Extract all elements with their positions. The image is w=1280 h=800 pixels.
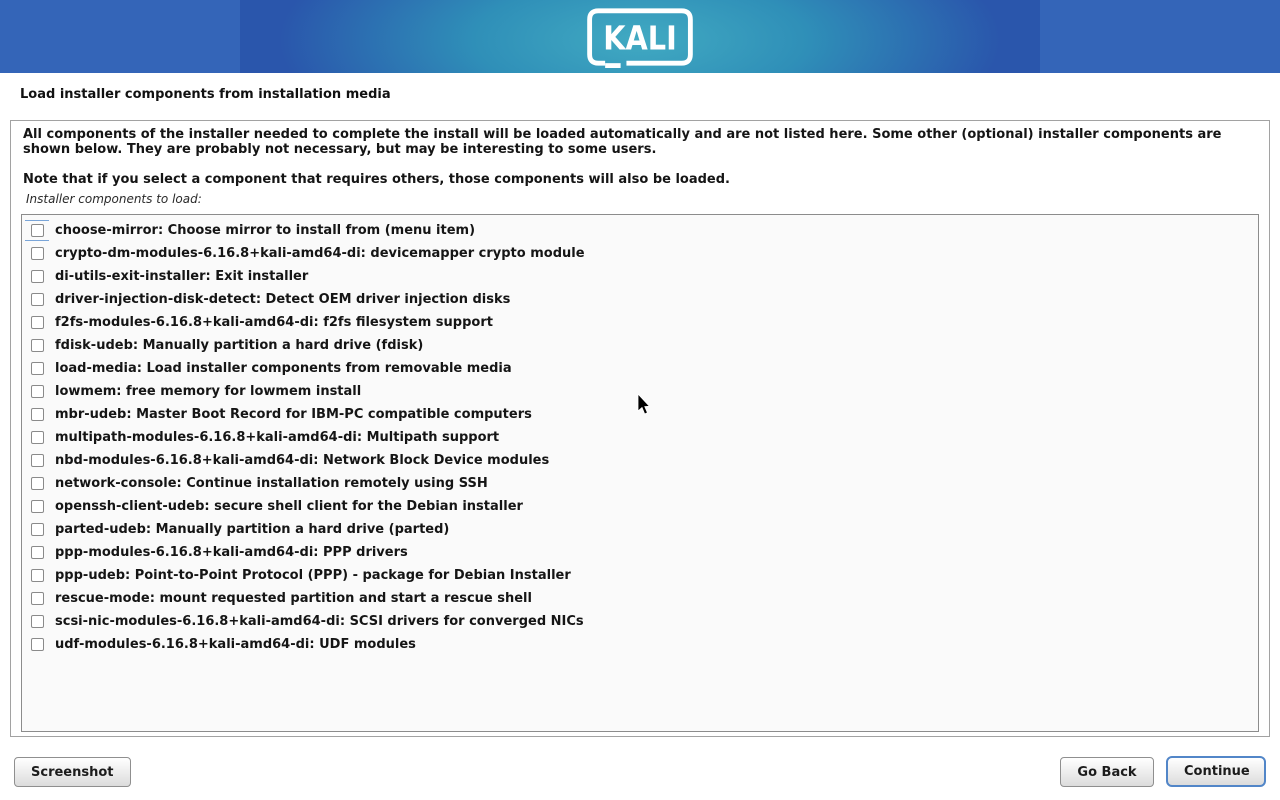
- component-checkbox[interactable]: [31, 247, 44, 260]
- component-row[interactable]: [22, 403, 1258, 426]
- intro-text: All components of the installer needed to complete the install will be loaded automatically and are not listed here. Some other (optional) installer components are shown below. They are probably not necessary, but may be interesting to some users.: [23, 127, 1222, 157]
- component-label: load-media: Load installer components from removable media: [55, 361, 512, 376]
- component-list: [21, 214, 1259, 732]
- component-label: mbr-udeb: Master Boot Record for IBM-PC compatible computers: [55, 407, 532, 422]
- component-row[interactable]: [22, 357, 1258, 380]
- checkbox-cell: [25, 565, 49, 586]
- component-row[interactable]: [22, 472, 1258, 495]
- checkbox-cell: [25, 289, 49, 310]
- checkbox-cell: [25, 266, 49, 287]
- component-label: nbd-modules-6.16.8+kali-amd64-di: Network Block Device modules: [55, 453, 550, 468]
- checkbox-cell: [25, 243, 49, 264]
- component-checkbox[interactable]: [31, 523, 44, 536]
- component-checkbox[interactable]: [31, 362, 44, 375]
- screenshot-button[interactable]: Screenshot: [14, 757, 131, 787]
- banner-right-fill: [1040, 0, 1280, 73]
- checkbox-cell: [25, 634, 49, 655]
- checkbox-cell: [25, 473, 49, 494]
- checkbox-cell: [25, 519, 49, 540]
- component-checkbox[interactable]: [31, 615, 44, 628]
- component-row[interactable]: [22, 518, 1258, 541]
- component-label: rescue-mode: mount requested partition and start a rescue shell: [55, 591, 532, 606]
- component-label: scsi-nic-modules-6.16.8+kali-amd64-di: SCSI drivers for converged NICs: [55, 614, 584, 629]
- component-row[interactable]: [22, 334, 1258, 357]
- component-checkbox[interactable]: [31, 408, 44, 421]
- component-row[interactable]: [22, 380, 1258, 403]
- note-text: Note that if you select a component that requires others, those components will also be loaded.: [23, 172, 730, 187]
- checkbox-cell: [25, 542, 49, 563]
- component-checkbox[interactable]: [31, 592, 44, 605]
- component-checkbox[interactable]: [31, 454, 44, 467]
- go-back-button[interactable]: Go Back: [1060, 757, 1154, 787]
- component-row[interactable]: [22, 265, 1258, 288]
- component-checkbox[interactable]: [31, 316, 44, 329]
- component-row[interactable]: [22, 610, 1258, 633]
- checkbox-cell: [25, 496, 49, 517]
- component-label: udf-modules-6.16.8+kali-amd64-di: UDF modules: [55, 637, 416, 652]
- checkbox-cell: [25, 358, 49, 379]
- component-label: fdisk-udeb: Manually partition a hard drive (fdisk): [55, 338, 424, 353]
- component-checkbox[interactable]: [31, 431, 44, 444]
- component-row[interactable]: [22, 288, 1258, 311]
- component-label: network-console: Continue installation remotely using SSH: [55, 476, 488, 491]
- component-label: openssh-client-udeb: secure shell client for the Debian installer: [55, 499, 523, 514]
- checkbox-cell: [25, 427, 49, 448]
- component-checkbox[interactable]: [31, 638, 44, 651]
- main-frame: [10, 120, 1270, 737]
- checkbox-cell: [25, 588, 49, 609]
- continue-button[interactable]: Continue: [1166, 756, 1266, 787]
- component-label: multipath-modules-6.16.8+kali-amd64-di: Multipath support: [55, 430, 500, 445]
- checkbox-cell: [25, 404, 49, 425]
- checkbox-cell: [25, 312, 49, 333]
- component-row[interactable]: [22, 633, 1258, 656]
- checkbox-cell: [25, 450, 49, 471]
- component-row[interactable]: [22, 242, 1258, 265]
- component-checkbox[interactable]: [31, 500, 44, 513]
- component-checkbox[interactable]: [31, 569, 44, 582]
- component-checkbox[interactable]: [31, 477, 44, 490]
- component-checkbox[interactable]: [31, 546, 44, 559]
- component-list-label: Installer components to load:: [26, 192, 202, 206]
- checkbox-cell: [25, 611, 49, 632]
- component-row[interactable]: [22, 311, 1258, 334]
- component-row[interactable]: [22, 449, 1258, 472]
- component-label: di-utils-exit-installer: Exit installer: [55, 269, 309, 284]
- kali-logo-icon: [581, 6, 699, 68]
- component-checkbox[interactable]: [31, 224, 44, 237]
- component-row[interactable]: [22, 219, 1258, 242]
- component-label: driver-injection-disk-detect: Detect OEM driver injection disks: [55, 292, 511, 307]
- component-label: choose-mirror: Choose mirror to install from (menu item): [55, 223, 476, 238]
- component-checkbox[interactable]: [31, 270, 44, 283]
- page-title: Load installer components from installation media: [20, 87, 391, 102]
- component-label: f2fs-modules-6.16.8+kali-amd64-di: f2fs filesystem support: [55, 315, 493, 330]
- banner-left-fill: [0, 0, 240, 73]
- component-row[interactable]: [22, 587, 1258, 610]
- component-label: ppp-udeb: Point-to-Point Protocol (PPP) - package for Debian Installer: [55, 568, 571, 583]
- component-label: lowmem: free memory for lowmem install: [55, 384, 362, 399]
- checkbox-cell: [25, 335, 49, 356]
- component-row[interactable]: [22, 564, 1258, 587]
- component-row[interactable]: [22, 426, 1258, 449]
- component-checkbox[interactable]: [31, 385, 44, 398]
- component-checkbox[interactable]: [31, 293, 44, 306]
- checkbox-cell: [25, 220, 49, 241]
- installer-banner: [0, 0, 1280, 73]
- component-label: crypto-dm-modules-6.16.8+kali-amd64-di: devicemapper crypto module: [55, 246, 585, 261]
- component-row[interactable]: [22, 495, 1258, 518]
- checkbox-cell: [25, 381, 49, 402]
- component-checkbox[interactable]: [31, 339, 44, 352]
- component-row[interactable]: [22, 541, 1258, 564]
- component-label: ppp-modules-6.16.8+kali-amd64-di: PPP drivers: [55, 545, 408, 560]
- banner-gradient: [240, 0, 1040, 73]
- svg-text:KALI: KALI: [603, 18, 677, 58]
- component-label: parted-udeb: Manually partition a hard drive (parted): [55, 522, 450, 537]
